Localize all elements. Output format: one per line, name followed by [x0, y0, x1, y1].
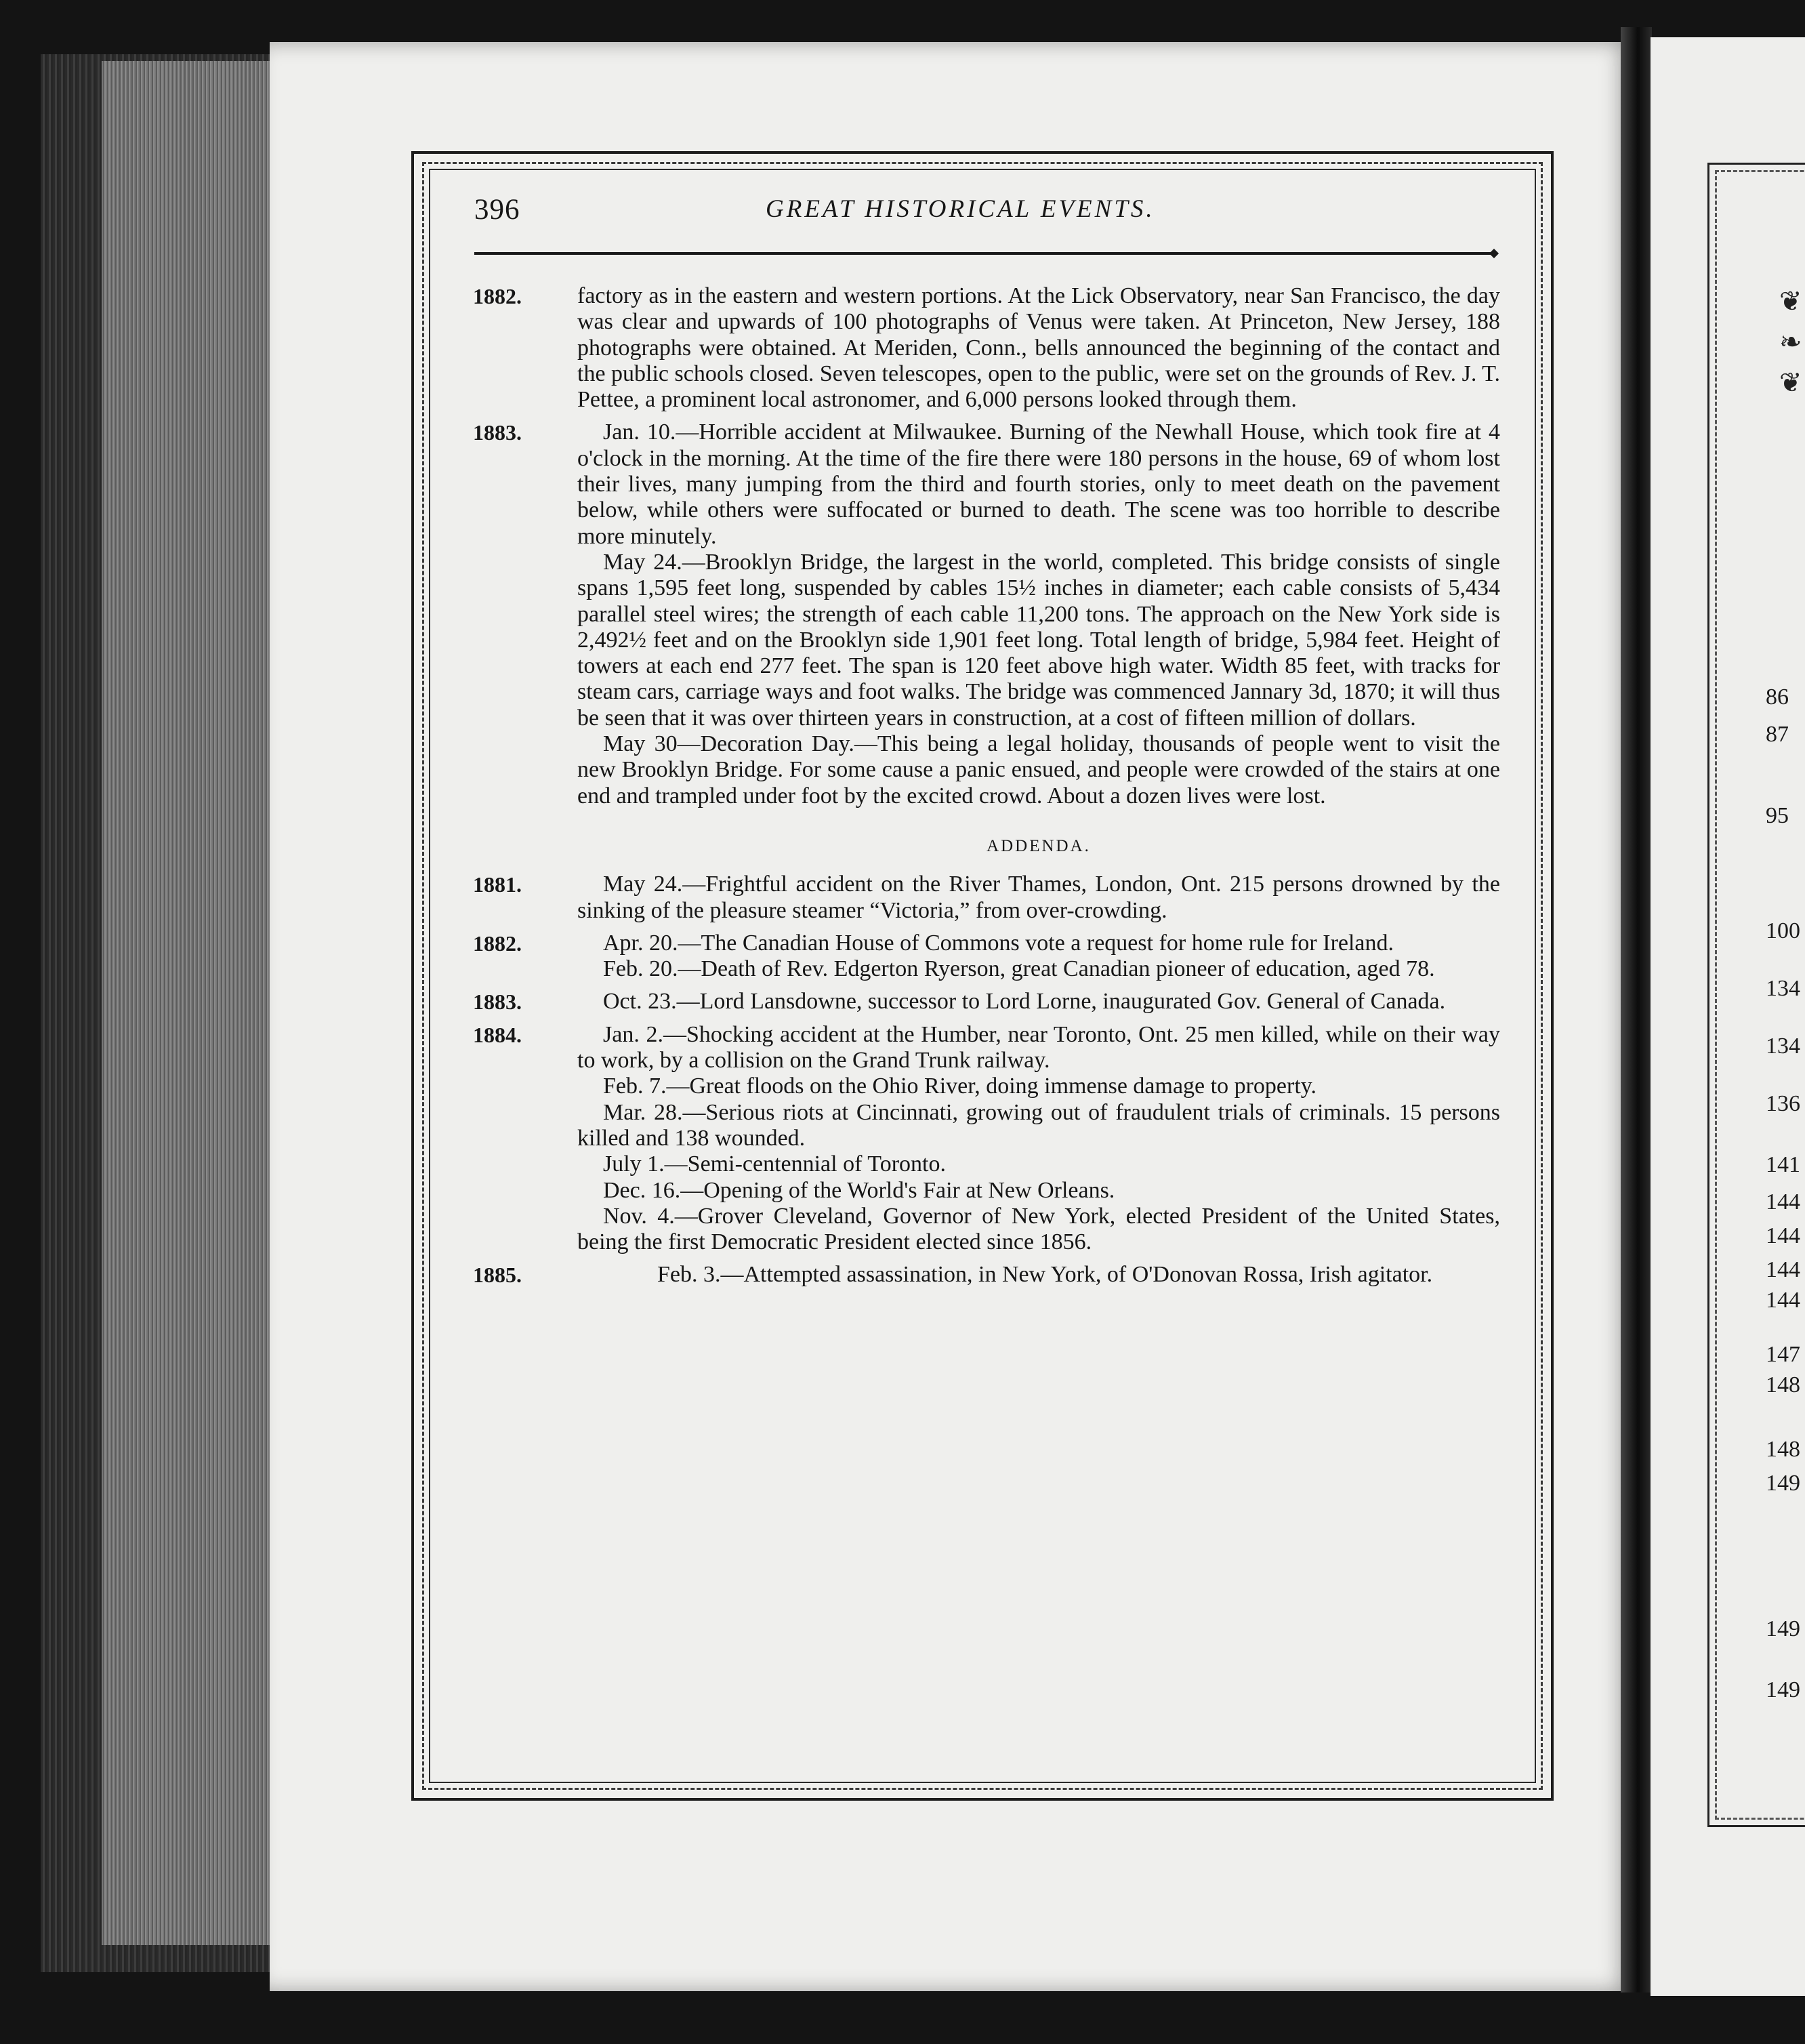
- event-paragraph: July 1.—Semi-centennial of Toronto.: [603, 1151, 946, 1177]
- facing-page-number: 148: [1766, 1437, 1800, 1462]
- year-entry: [473, 931, 1500, 983]
- entry-year: 1881.: [473, 872, 522, 897]
- event-paragraph: Nov. 4.—Grover Cleveland, Governor of New York, elected President of the United States, being the first Democratic President elected since 1856.: [577, 1203, 1500, 1255]
- year-entry: [473, 872, 1500, 924]
- event-paragraph: Jan. 2.—Shocking accident at the Humber, near Toronto, Ont. 25 men killed, while on their way to work, by a collision on the Grand Trunk railway.: [577, 1021, 1500, 1074]
- entry-year: 1885.: [473, 1263, 522, 1288]
- year-entry: [473, 283, 1500, 413]
- facing-page-number: 144: [1766, 1288, 1800, 1313]
- running-title: GREAT HISTORICAL EVENTS.: [766, 195, 1155, 223]
- facing-page-number: 144: [1766, 1257, 1800, 1282]
- facing-page-number: 147: [1766, 1342, 1800, 1367]
- facing-page-number: 149: [1766, 1616, 1800, 1641]
- event-paragraph: Dec. 16.—Opening of the World's Fair at New Orleans.: [603, 1177, 1115, 1203]
- facing-page-number: 100: [1766, 918, 1800, 943]
- event-paragraph: May 30—Decoration Day.—This being a legal holiday, thousands of people went to visit the new Brooklyn Bridge. For some cause a panic ensued, and people were crowded of the stairs at one end and trampled under foot by the excited crowd. About a dozen lives were lost.: [577, 731, 1500, 809]
- year-entry: [473, 1022, 1500, 1256]
- facing-page-number: 149: [1766, 1677, 1800, 1702]
- entry-year: 1882.: [473, 284, 522, 308]
- facing-page-number: 134: [1766, 1034, 1800, 1059]
- facing-page-number: 149: [1766, 1471, 1800, 1496]
- entry-year: 1883.: [473, 989, 522, 1015]
- page-body: [473, 283, 1500, 1295]
- book-gutter: [1621, 27, 1652, 1992]
- event-paragraph: May 24.—Brooklyn Bridge, the largest in the world, completed. This bridge consists of single spans 1,595 feet long, suspended by cables 15½ inches in diameter; each cable consists of 5,434 parallel steel wires; the strength of each cable 11,200 tons. The approach on the New York side is 2,492½ feet and on the Brooklyn side 1,901 feet long. Total length of bridge, 5,984 feet. Height of towers at each end 277 feet. The span is 120 feet above high water. Width 85 feet, with tracks for steam cars, carriage ways and foot walks. The bridge was commenced Jannary 3d, 1870; it will thus be seen that it was over thirteen years in construction, at a cost of fifteen million of dollars.: [577, 549, 1500, 731]
- facing-page-number: 144: [1766, 1189, 1800, 1214]
- event-paragraph: Mar. 28.—Serious riots at Cincinnati, growing out of fraudulent trials of criminals. 15 persons killed and 138 wounded.: [577, 1099, 1500, 1151]
- page-header: [474, 193, 1497, 241]
- event-paragraph: Feb. 3.—Attempted assassination, in New York, of O'Donovan Rossa, Irish agitator.: [657, 1262, 1433, 1288]
- book-page-edges-inner: [102, 61, 271, 1945]
- year-entry: [473, 989, 1500, 1015]
- entry-year: 1882.: [473, 931, 522, 956]
- header-rule: [474, 252, 1493, 255]
- facing-page-number: 86: [1766, 684, 1789, 710]
- addenda-entries: [473, 872, 1500, 1294]
- event-paragraph: Feb. 7.—Great floods on the Ohio River, doing immense damage to property.: [603, 1074, 1317, 1099]
- event-paragraph: Apr. 20.—The Canadian House of Commons vote a request for home rule for Ireland.: [603, 930, 1394, 956]
- event-paragraph: May 24.—Frightful accident on the River Thames, London, Ont. 215 persons drowned by the sinking of the pleasure steamer “Victoria,” from over-crowding.: [577, 872, 1500, 923]
- facing-page-number: 136: [1766, 1091, 1800, 1116]
- facing-page-number: 134: [1766, 976, 1800, 1001]
- addenda-heading: ADDENDA.: [987, 836, 1091, 855]
- facing-page-number: 144: [1766, 1223, 1800, 1248]
- facing-page-number: 141: [1766, 1152, 1800, 1177]
- entry-year: 1883.: [473, 420, 522, 445]
- event-paragraph: Jan. 10.—Horrible accident at Milwaukee. Burning of the Newhall House, which took fire at 4 o'clock in the morning. At the time of the fire there were 180 persons in the house, 69 of whom lost their lives, many jumping from the third and fourth stories, only to meet death on the pavement below, while others were suffocated or burned to death. The scene was too horrible to describe more minutely.: [577, 420, 1500, 549]
- facing-page-number: 148: [1766, 1372, 1800, 1397]
- facing-page-number: 87: [1766, 722, 1789, 747]
- main-entries: [473, 283, 1500, 816]
- facing-page: [1651, 37, 1805, 1996]
- event-paragraph: Feb. 20.—Death of Rev. Edgerton Ryerson, great Canadian pioneer of education, aged 78.: [603, 956, 1435, 982]
- facing-page-number: 95: [1766, 803, 1789, 828]
- year-entry: [473, 1262, 1500, 1288]
- year-entry: [473, 420, 1500, 809]
- event-paragraph: factory as in the eastern and western portions. At the Lick Observatory, near San Francisco, the day was clear and upwards of 100 photographs of Venus were taken. At Princeton, New Jersey, 188 photographs were obtained. At Meriden, Conn., bells announced the beginning of the contact and the public schools closed. Seven telescopes, open to the public, were set on the grounds of Rev. J. T. Pettee, a prominent local astronomer, and 6,000 persons looked through them.: [577, 283, 1500, 413]
- entry-year: 1884.: [473, 1022, 522, 1047]
- event-paragraph: Oct. 23.—Lord Lansdowne, successor to Lord Lorne, inaugurated Gov. General of Canada.: [603, 989, 1446, 1015]
- page-number: 396: [474, 194, 520, 226]
- ornament-icon: ❦ ❧ ❦: [1779, 286, 1802, 398]
